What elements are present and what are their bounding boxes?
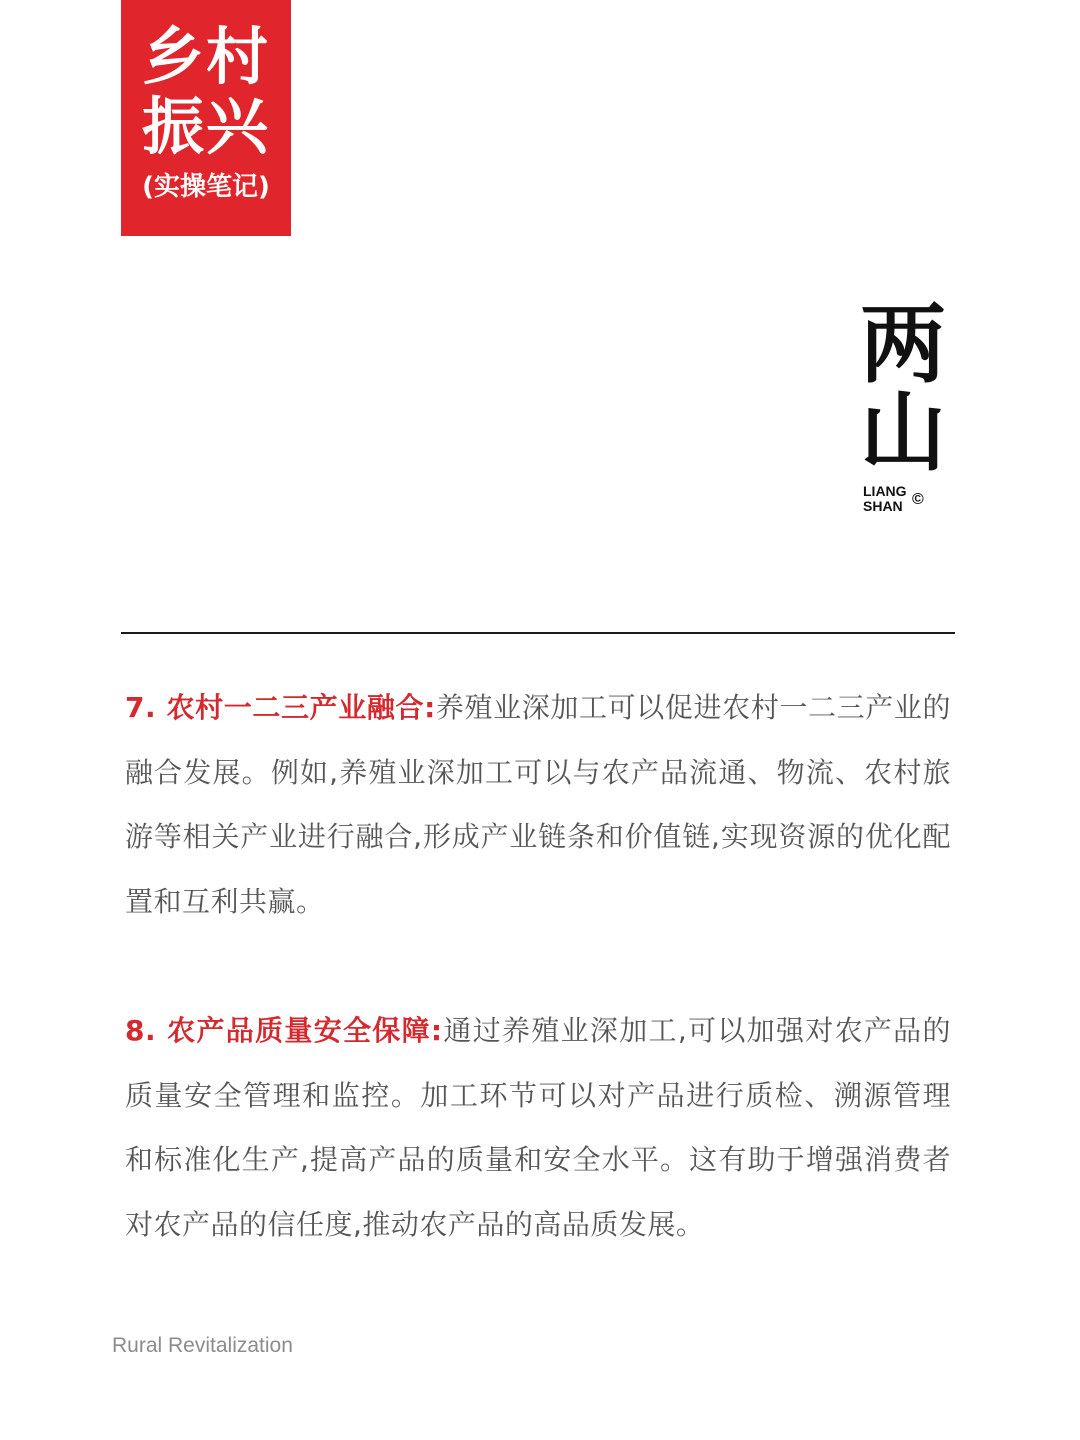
logo-latin-text: [863, 484, 907, 514]
logo-latin-line1: LIANG: [863, 483, 907, 499]
section-7-title: 7. 农村一二三产业融合:: [125, 691, 436, 724]
section-8-body: 通过养殖业深加工,可以加强对农产品的质量安全管理和监控。加工环节可以对产品进行质检、溯源管理和标准化生产,提高产品的质量和安全水平。这有助于增强消费者对农产品的信任度,推动农产品的高品质发展。: [125, 1014, 951, 1241]
section-8-title: 8. 农产品质量安全保障:: [125, 1014, 443, 1047]
logo-char-liang: 两: [860, 295, 946, 395]
section-7: [125, 676, 951, 934]
section-7-body: 养殖业深加工可以促进农村一二三产业的融合发展。例如,养殖业深加工可以与农产品流通、物流、农村旅游等相关产业进行融合,形成产业链条和价值链,实现资源的优化配置和互利共赢。: [125, 691, 951, 918]
badge-subtitle: (实操笔记): [142, 172, 270, 202]
logo-latin-line2: SHAN: [863, 498, 903, 514]
section-divider: [121, 632, 955, 634]
section-8: [125, 999, 951, 1257]
badge-title-line1: 乡村: [141, 20, 270, 93]
series-badge: [121, 0, 291, 236]
footer-caption: Rural Revitalization: [112, 1334, 293, 1357]
copyright-icon: ©: [912, 491, 924, 508]
logo-char-shan: 山: [860, 383, 946, 483]
badge-title-line2: 振兴: [141, 90, 270, 163]
